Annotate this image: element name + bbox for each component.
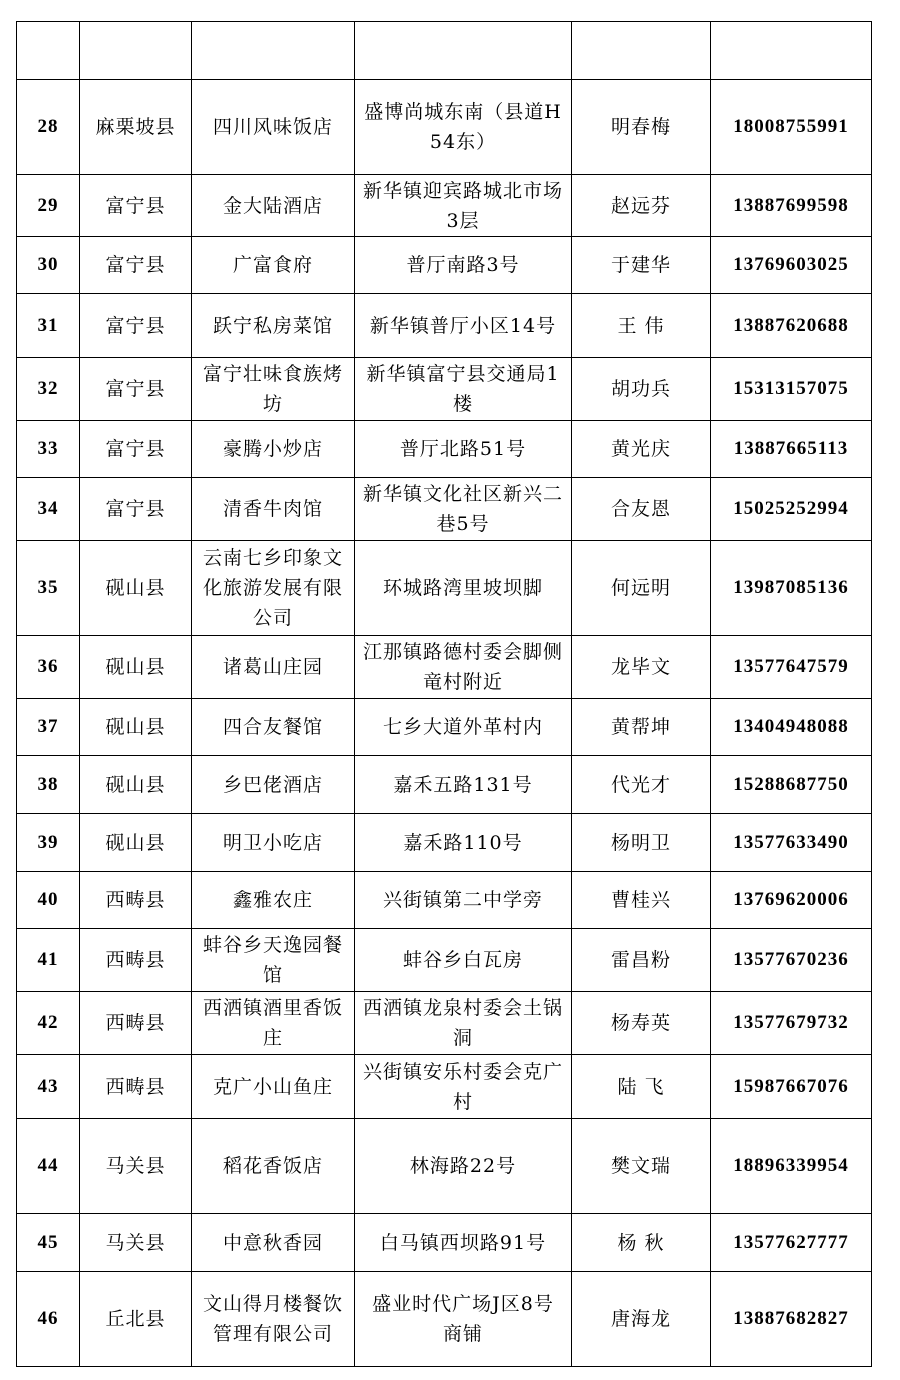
phone-number-cell: 15987667076 bbox=[711, 1055, 872, 1119]
restaurant-name-cell: 清香牛肉馆 bbox=[192, 478, 355, 541]
county-cell: 砚山县 bbox=[80, 541, 192, 636]
restaurant-name-cell: 鑫雅农庄 bbox=[192, 872, 355, 929]
county-cell: 马关县 bbox=[80, 1119, 192, 1214]
county-cell: 西畴县 bbox=[80, 872, 192, 929]
address-cell: 江那镇路德村委会脚侧竜村附近 bbox=[355, 636, 572, 699]
phone-number-cell: 15025252994 bbox=[711, 478, 872, 541]
contact-person-cell: 陆 飞 bbox=[572, 1055, 711, 1119]
restaurant-name-cell: 中意秋香园 bbox=[192, 1214, 355, 1272]
contact-person-cell: 杨寿英 bbox=[572, 992, 711, 1055]
contact-person-cell: 杨明卫 bbox=[572, 814, 711, 872]
blank-cell bbox=[711, 22, 872, 80]
contact-person-cell: 代光才 bbox=[572, 756, 711, 814]
row-number: 39 bbox=[17, 814, 80, 872]
blank-cell bbox=[17, 22, 80, 80]
row-number: 43 bbox=[17, 1055, 80, 1119]
table-row bbox=[17, 175, 872, 237]
table-row bbox=[17, 992, 872, 1055]
phone-number-cell: 13887620688 bbox=[711, 294, 872, 358]
row-number: 44 bbox=[17, 1119, 80, 1214]
address-cell: 新华镇迎宾路城北市场3层 bbox=[355, 175, 572, 237]
table-row bbox=[17, 478, 872, 541]
county-cell: 砚山县 bbox=[80, 756, 192, 814]
contact-person-cell: 何远明 bbox=[572, 541, 711, 636]
contact-person-cell: 龙毕文 bbox=[572, 636, 711, 699]
row-number: 30 bbox=[17, 237, 80, 294]
phone-number-cell: 13769620006 bbox=[711, 872, 872, 929]
table-row bbox=[17, 1214, 872, 1272]
county-cell: 富宁县 bbox=[80, 175, 192, 237]
table-row-blank bbox=[17, 22, 872, 80]
address-cell: 新华镇普厅小区14号 bbox=[355, 294, 572, 358]
restaurant-table bbox=[16, 21, 872, 1367]
table-row bbox=[17, 872, 872, 929]
address-cell: 兴街镇第二中学旁 bbox=[355, 872, 572, 929]
table-row bbox=[17, 80, 872, 175]
restaurant-name-cell: 四川风味饭店 bbox=[192, 80, 355, 175]
county-cell: 马关县 bbox=[80, 1214, 192, 1272]
phone-number-cell: 13887665113 bbox=[711, 421, 872, 478]
contact-person-cell: 王 伟 bbox=[572, 294, 711, 358]
phone-number-cell: 18896339954 bbox=[711, 1119, 872, 1214]
contact-person-cell: 胡功兵 bbox=[572, 358, 711, 421]
address-cell: 嘉禾五路131号 bbox=[355, 756, 572, 814]
restaurant-name-cell: 明卫小吃店 bbox=[192, 814, 355, 872]
address-cell: 七乡大道外革村内 bbox=[355, 699, 572, 756]
row-number: 42 bbox=[17, 992, 80, 1055]
blank-cell bbox=[355, 22, 572, 80]
address-cell: 新华镇文化社区新兴二巷5号 bbox=[355, 478, 572, 541]
row-number: 41 bbox=[17, 929, 80, 992]
address-cell: 林海路22号 bbox=[355, 1119, 572, 1214]
contact-person-cell: 唐海龙 bbox=[572, 1272, 711, 1367]
row-number: 28 bbox=[17, 80, 80, 175]
address-cell: 兴街镇安乐村委会克广村 bbox=[355, 1055, 572, 1119]
county-cell: 砚山县 bbox=[80, 814, 192, 872]
table-row bbox=[17, 294, 872, 358]
row-number: 40 bbox=[17, 872, 80, 929]
county-cell: 麻栗坡县 bbox=[80, 80, 192, 175]
phone-number-cell: 15288687750 bbox=[711, 756, 872, 814]
county-cell: 砚山县 bbox=[80, 699, 192, 756]
contact-person-cell: 樊文瑞 bbox=[572, 1119, 711, 1214]
phone-number-cell: 13404948088 bbox=[711, 699, 872, 756]
row-number: 46 bbox=[17, 1272, 80, 1367]
address-cell: 盛博尚城东南（县道H54东） bbox=[355, 80, 572, 175]
table-body bbox=[17, 22, 872, 1367]
table-row bbox=[17, 699, 872, 756]
row-number: 35 bbox=[17, 541, 80, 636]
restaurant-name-cell: 富宁壮味食族烤坊 bbox=[192, 358, 355, 421]
row-number: 45 bbox=[17, 1214, 80, 1272]
phone-number-cell: 18008755991 bbox=[711, 80, 872, 175]
restaurant-name-cell: 诸葛山庄园 bbox=[192, 636, 355, 699]
county-cell: 西畴县 bbox=[80, 1055, 192, 1119]
row-number: 34 bbox=[17, 478, 80, 541]
contact-person-cell: 合友恩 bbox=[572, 478, 711, 541]
contact-person-cell: 雷昌粉 bbox=[572, 929, 711, 992]
county-cell: 西畴县 bbox=[80, 992, 192, 1055]
blank-cell bbox=[192, 22, 355, 80]
address-cell: 普厅南路3号 bbox=[355, 237, 572, 294]
county-cell: 富宁县 bbox=[80, 294, 192, 358]
row-number: 38 bbox=[17, 756, 80, 814]
phone-number-cell: 13887682827 bbox=[711, 1272, 872, 1367]
table-row bbox=[17, 636, 872, 699]
blank-cell bbox=[572, 22, 711, 80]
contact-person-cell: 杨 秋 bbox=[572, 1214, 711, 1272]
restaurant-name-cell: 文山得月楼餐饮管理有限公司 bbox=[192, 1272, 355, 1367]
phone-number-cell: 13577647579 bbox=[711, 636, 872, 699]
phone-number-cell: 13987085136 bbox=[711, 541, 872, 636]
row-number: 33 bbox=[17, 421, 80, 478]
contact-person-cell: 黄帮坤 bbox=[572, 699, 711, 756]
contact-person-cell: 于建华 bbox=[572, 237, 711, 294]
row-number: 36 bbox=[17, 636, 80, 699]
table-row bbox=[17, 237, 872, 294]
restaurant-name-cell: 跃宁私房菜馆 bbox=[192, 294, 355, 358]
contact-person-cell: 明春梅 bbox=[572, 80, 711, 175]
table-row bbox=[17, 929, 872, 992]
restaurant-name-cell: 金大陆酒店 bbox=[192, 175, 355, 237]
table-row bbox=[17, 358, 872, 421]
table-row bbox=[17, 756, 872, 814]
restaurant-name-cell: 云南七乡印象文化旅游发展有限公司 bbox=[192, 541, 355, 636]
contact-person-cell: 赵远芬 bbox=[572, 175, 711, 237]
phone-number-cell: 13577670236 bbox=[711, 929, 872, 992]
row-number: 31 bbox=[17, 294, 80, 358]
table-row bbox=[17, 421, 872, 478]
table-row bbox=[17, 1119, 872, 1214]
phone-number-cell: 13577633490 bbox=[711, 814, 872, 872]
address-cell: 蚌谷乡白瓦房 bbox=[355, 929, 572, 992]
address-cell: 普厅北路51号 bbox=[355, 421, 572, 478]
phone-number-cell: 15313157075 bbox=[711, 358, 872, 421]
phone-number-cell: 13577627777 bbox=[711, 1214, 872, 1272]
restaurant-name-cell: 蚌谷乡天逸园餐馆 bbox=[192, 929, 355, 992]
address-cell: 新华镇富宁县交通局1楼 bbox=[355, 358, 572, 421]
county-cell: 富宁县 bbox=[80, 237, 192, 294]
row-number: 37 bbox=[17, 699, 80, 756]
phone-number-cell: 13769603025 bbox=[711, 237, 872, 294]
address-cell: 嘉禾路110号 bbox=[355, 814, 572, 872]
county-cell: 富宁县 bbox=[80, 358, 192, 421]
table-row bbox=[17, 1272, 872, 1367]
county-cell: 西畴县 bbox=[80, 929, 192, 992]
address-cell: 白马镇西坝路91号 bbox=[355, 1214, 572, 1272]
restaurant-name-cell: 广富食府 bbox=[192, 237, 355, 294]
county-cell: 富宁县 bbox=[80, 421, 192, 478]
row-number: 32 bbox=[17, 358, 80, 421]
restaurant-name-cell: 西洒镇酒里香饭庄 bbox=[192, 992, 355, 1055]
restaurant-name-cell: 乡巴佬酒店 bbox=[192, 756, 355, 814]
county-cell: 丘北县 bbox=[80, 1272, 192, 1367]
restaurant-name-cell: 克广小山鱼庄 bbox=[192, 1055, 355, 1119]
address-cell: 盛业时代广场J区8号商铺 bbox=[355, 1272, 572, 1367]
county-cell: 富宁县 bbox=[80, 478, 192, 541]
blank-cell bbox=[80, 22, 192, 80]
restaurant-name-cell: 豪腾小炒店 bbox=[192, 421, 355, 478]
row-number: 29 bbox=[17, 175, 80, 237]
contact-person-cell: 曹桂兴 bbox=[572, 872, 711, 929]
phone-number-cell: 13577679732 bbox=[711, 992, 872, 1055]
contact-person-cell: 黄光庆 bbox=[572, 421, 711, 478]
restaurant-name-cell: 四合友餐馆 bbox=[192, 699, 355, 756]
table-row bbox=[17, 541, 872, 636]
restaurant-name-cell: 稻花香饭店 bbox=[192, 1119, 355, 1214]
table-row bbox=[17, 1055, 872, 1119]
phone-number-cell: 13887699598 bbox=[711, 175, 872, 237]
table-row bbox=[17, 814, 872, 872]
address-cell: 西洒镇龙泉村委会土锅洞 bbox=[355, 992, 572, 1055]
county-cell: 砚山县 bbox=[80, 636, 192, 699]
address-cell: 环城路湾里坡坝脚 bbox=[355, 541, 572, 636]
